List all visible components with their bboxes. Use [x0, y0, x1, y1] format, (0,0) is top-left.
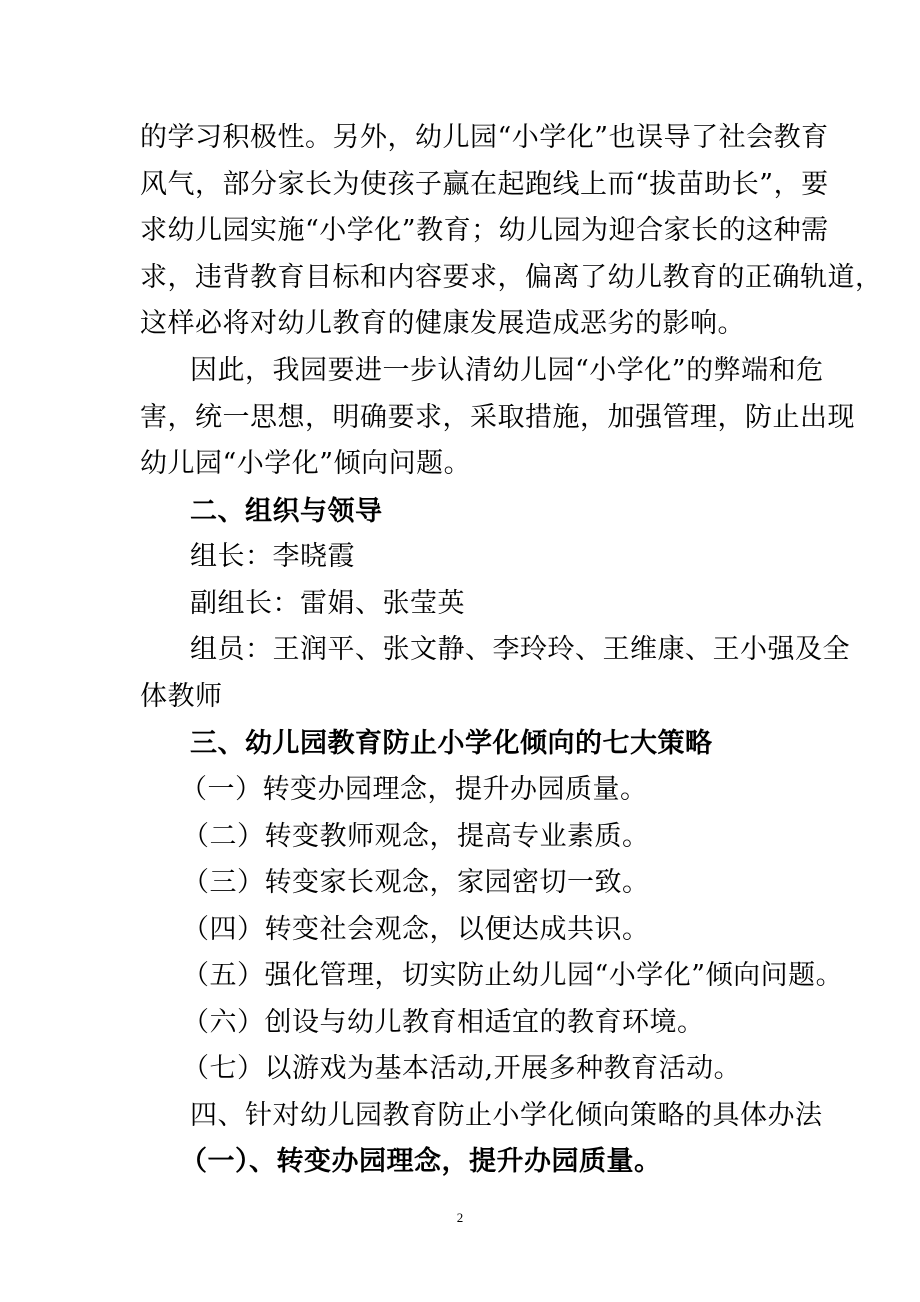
strategy-item: （一）转变办园理念，提升办园质量。	[180, 774, 648, 805]
strategy-item: （七）以游戏为基本活动,开展多种教育活动。	[182, 1053, 742, 1084]
paragraph-line: 的学习积极性。另外，幼儿园“小学化”也误导了社会教育	[140, 122, 829, 153]
section-heading: 二、组织与领导	[190, 496, 383, 527]
members-line: 组员：王润平、张文静、李玲玲、王维康、王小强及全	[190, 634, 850, 665]
strategy-item: （四）转变社会观念，以便达成共识。	[182, 914, 650, 945]
paragraph-line: 求，违背教育目标和内容要求，偏离了幼儿教育的正确轨道，	[140, 262, 883, 293]
deputy-leader-line: 副组长：雷娟、张莹英	[190, 588, 465, 619]
paragraph-line: 风气，部分家长为使孩子赢在起跑线上而“拔苗助长”，要	[140, 169, 829, 200]
paragraph-line: 幼儿园“小学化”倾向问题。	[140, 448, 472, 479]
strategy-item: （二）转变教师观念，提高专业素质。	[182, 821, 650, 852]
paragraph-line: 害，统一思想，明确要求，采取措施，加强管理，防止出现	[140, 402, 855, 433]
paragraph-line: 因此，我园要进一步认清幼儿园“小学化”的弊端和危	[190, 355, 824, 386]
leader-line: 组长：李晓霞	[190, 541, 355, 572]
strategy-item: （六）创设与幼儿教育相适宜的教育环境。	[182, 1007, 705, 1038]
section-heading: 四、针对幼儿园教育防止小学化倾向策略的具体办法	[190, 1100, 823, 1131]
paragraph-line: 这样必将对幼儿教育的健康发展造成恶劣的影响。	[140, 308, 745, 339]
subsection-heading: （一）、转变办园理念，提升办园质量。	[180, 1146, 662, 1177]
paragraph-line: 求幼儿园实施“小学化”教育；幼儿园为迎合家长的这种需	[140, 215, 829, 246]
page-number: 2	[456, 1210, 464, 1225]
strategy-item: （五）强化管理，切实防止幼儿园“小学化”倾向问题。	[182, 960, 844, 991]
section-heading: 三、幼儿园教育防止小学化倾向的七大策略	[190, 728, 713, 759]
strategy-item: （三）转变家长观念，家园密切一致。	[182, 867, 650, 898]
members-line: 体教师	[140, 681, 223, 712]
